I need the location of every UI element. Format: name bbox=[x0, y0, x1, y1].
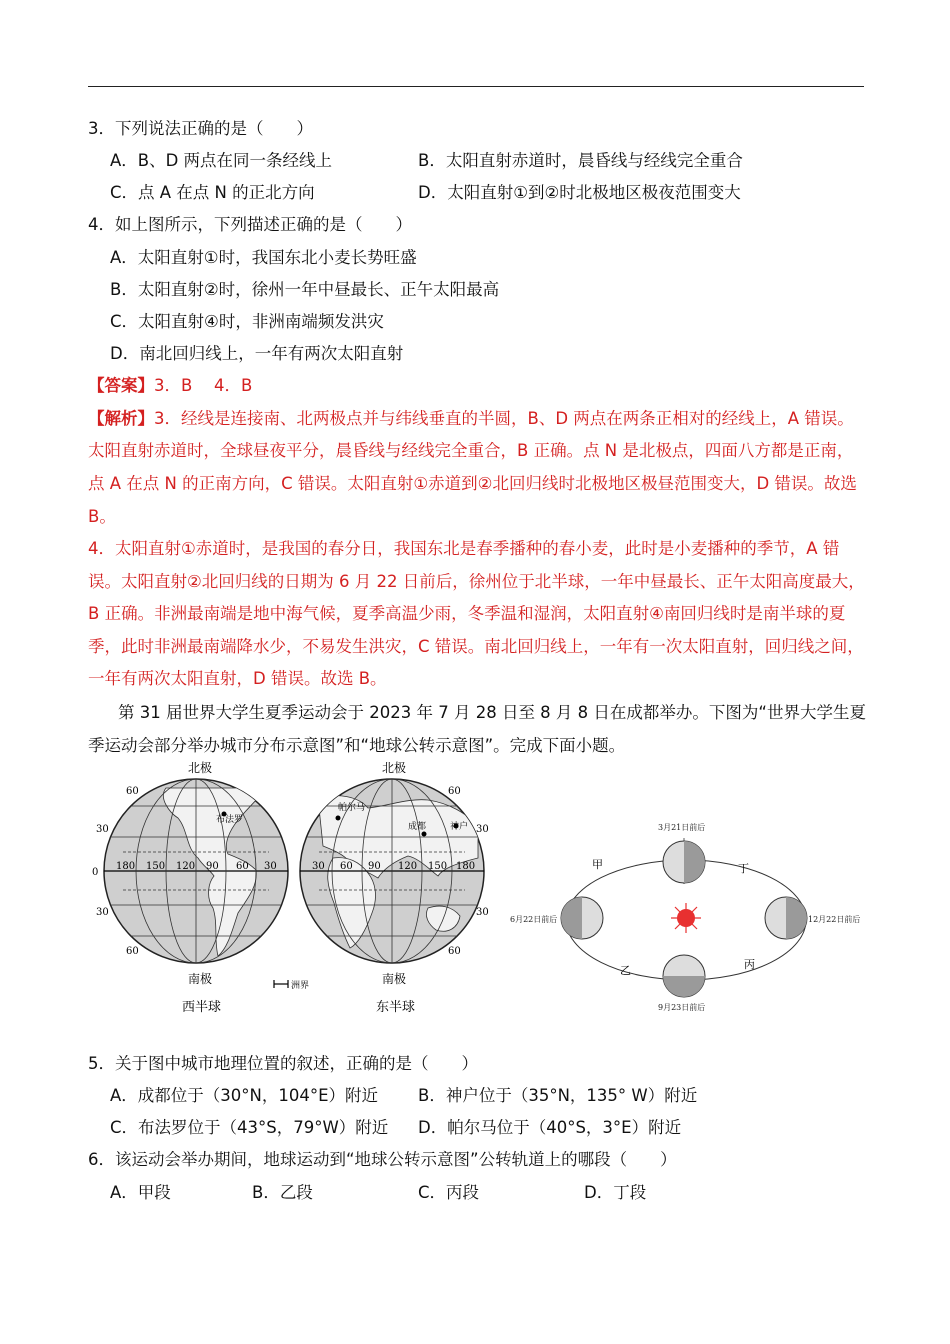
segment-ding-label: 丁 bbox=[738, 862, 749, 875]
earth-top-icon bbox=[663, 838, 705, 884]
earth-left-icon bbox=[561, 897, 603, 939]
svg-text:30: 30 bbox=[476, 907, 489, 918]
chengdu-marker bbox=[422, 832, 427, 837]
segment-jia-label: 甲 bbox=[592, 858, 603, 871]
q4-stem: 4．如上图所示，下列描述正确的是（ ） bbox=[88, 215, 412, 234]
intro-line-1: 第 31 届世界大学生夏季运动会于 2023 年 7 月 28 日至 8 月 8 日在成都举办。下图为“世界大学生夏 bbox=[118, 703, 866, 722]
segment-bing-label: 丙 bbox=[744, 958, 755, 971]
east-north-pole-label: 北极 bbox=[382, 761, 407, 775]
analysis-line-8: 季，此时非洲最南端降水少，不易发生洪灾，C 错误。南北回归线上，一年有一次太阳直射，回归线之间， bbox=[88, 637, 864, 656]
svg-text:60: 60 bbox=[126, 786, 139, 797]
kobe-label: 神户 bbox=[450, 822, 469, 832]
orbit-figure bbox=[508, 818, 868, 1018]
svg-text:60: 60 bbox=[340, 861, 353, 872]
analysis-line-1: 【解析】3．经线是连接南、北两极点并与纬线垂直的半圆，B、D 两点在两条正相对的经线上，A 错误。 bbox=[88, 409, 854, 428]
q4-option-a: A．太阳直射①时，我国东北小麦长势旺盛 bbox=[110, 248, 417, 267]
svg-text:150: 150 bbox=[146, 861, 166, 872]
svg-text:0: 0 bbox=[92, 867, 99, 878]
palma-label: 帕尔马 bbox=[338, 803, 366, 813]
svg-text:90: 90 bbox=[368, 861, 381, 872]
svg-text:90: 90 bbox=[206, 861, 219, 872]
svg-text:60: 60 bbox=[236, 861, 249, 872]
svg-text:150: 150 bbox=[428, 861, 448, 872]
analysis-line-7: B 正确。非洲最南端是地中海气候，夏季高温少雨，冬季温和湿润，太阳直射④南回归线时是南半球的夏 bbox=[88, 604, 846, 623]
q5-option-b: B．神户位于（35°N，135° W）附近 bbox=[418, 1086, 698, 1105]
answer-text: 3．B 4．B bbox=[154, 376, 253, 395]
svg-text:30: 30 bbox=[476, 824, 489, 835]
analysis-label: 【解析】 bbox=[88, 409, 154, 428]
east-hemisphere-caption: 东半球 bbox=[376, 1000, 416, 1015]
q3-option-b: B．太阳直射赤道时，晨昏线与经线完全重合 bbox=[418, 151, 743, 170]
intro-line-2: 季运动会部分举办城市分布示意图”和“地球公转示意图”。完成下面小题。 bbox=[88, 736, 626, 755]
analysis-line-6: 误。太阳直射②北回归线的日期为 6 月 22 日前后，徐州位于北半球，一年中昼最长、正午太阳高度最大， bbox=[88, 572, 865, 591]
svg-text:120: 120 bbox=[398, 861, 418, 872]
orbit-label-left: 6月22日前后 bbox=[510, 915, 558, 924]
sun-icon bbox=[671, 903, 701, 933]
svg-text:30: 30 bbox=[264, 861, 277, 872]
q4-option-b: B．太阳直射②时，徐州一年中昼最长、正午太阳最高 bbox=[110, 280, 500, 299]
earth-right-icon bbox=[765, 897, 807, 939]
orbit-label-right: 12月22日前后 bbox=[808, 915, 861, 924]
q4-option-c: C．太阳直射④时，非洲南端频发洪灾 bbox=[110, 312, 384, 331]
q5-stem: 5．关于图中城市地理位置的叙述，正确的是（ ） bbox=[88, 1054, 478, 1073]
analysis-line-2: 太阳直射赤道时，全球昼夜平分，晨昏线与经线完全重合，B 正确。点 N 是北极点，四面八方都是正南， bbox=[88, 441, 854, 460]
q3-stem: 3．下列说法正确的是（ ） bbox=[88, 119, 313, 138]
q3-option-d: D．太阳直射①到②时北极地区极夜范围变大 bbox=[418, 183, 741, 202]
q5-option-a: A．成都位于（30°N，104°E）附近 bbox=[110, 1086, 379, 1105]
segment-yi-label: 乙 bbox=[620, 964, 631, 977]
analysis-line-4: B。 bbox=[88, 507, 116, 526]
hemispheres-figure bbox=[88, 758, 508, 1020]
svg-text:60: 60 bbox=[126, 946, 139, 957]
answer-label: 【答案】 bbox=[88, 376, 154, 395]
west-south-pole-label: 南极 bbox=[188, 972, 213, 986]
q3-option-a: A．B、D 两点在同一条经线上 bbox=[110, 151, 333, 170]
q6-stem: 6．该运动会举办期间，地球运动到“地球公转示意图”公转轨道上的哪段（ ） bbox=[88, 1150, 677, 1169]
svg-text:180: 180 bbox=[116, 861, 136, 872]
continent-boundary-legend-icon bbox=[274, 980, 288, 988]
west-hemisphere-caption: 西半球 bbox=[182, 1000, 222, 1015]
analysis-line-5: 4．太阳直射①赤道时，是我国的春分日，我国东北是春季播种的春小麦，此时是小麦播种的季节，A 错 bbox=[88, 539, 840, 558]
analysis-line-9: 一年有两次太阳直射，D 错误。故选 B。 bbox=[88, 669, 387, 688]
q5-option-d: D．帕尔马位于（40°S，3°E）附近 bbox=[418, 1118, 682, 1137]
analysis-line-3: 点 A 在点 N 的正南方向，C 错误。太阳直射①赤道到②北回归线时北极地区极昼范围变大，D 错误。故选 bbox=[88, 474, 857, 493]
svg-text:120: 120 bbox=[176, 861, 196, 872]
svg-text:30: 30 bbox=[312, 861, 325, 872]
answer-line bbox=[88, 375, 252, 397]
earth-bottom-icon bbox=[663, 955, 705, 997]
palma-marker bbox=[336, 816, 341, 821]
svg-text:30: 30 bbox=[96, 907, 109, 918]
west-north-pole-label: 北极 bbox=[188, 761, 213, 775]
chengdu-label: 成都 bbox=[408, 822, 427, 832]
q4-option-d: D．南北回归线上，一年有两次太阳直射 bbox=[110, 344, 404, 363]
buffalo-label: 布法罗 bbox=[216, 815, 244, 825]
orbit-label-top: 3月21日前后 bbox=[658, 823, 706, 832]
legend-label: 洲界 bbox=[291, 981, 310, 991]
q3-option-c: C．点 A 在点 N 的正北方向 bbox=[110, 183, 315, 202]
svg-text:180: 180 bbox=[456, 861, 476, 872]
svg-text:60: 60 bbox=[448, 946, 461, 957]
svg-text:30: 30 bbox=[96, 824, 109, 835]
q6-option-c: C．丙段 bbox=[418, 1183, 480, 1202]
header-rule bbox=[88, 86, 864, 87]
orbit-label-bottom: 9月23日前后 bbox=[658, 1003, 706, 1012]
east-south-pole-label: 南极 bbox=[382, 972, 407, 986]
q6-option-b: B．乙段 bbox=[252, 1183, 313, 1202]
q6-option-d: D．丁段 bbox=[584, 1183, 647, 1202]
q6-option-a: A．甲段 bbox=[110, 1183, 171, 1202]
q5-option-c: C．布法罗位于（43°S，79°W）附近 bbox=[110, 1118, 389, 1137]
svg-text:60: 60 bbox=[448, 786, 461, 797]
